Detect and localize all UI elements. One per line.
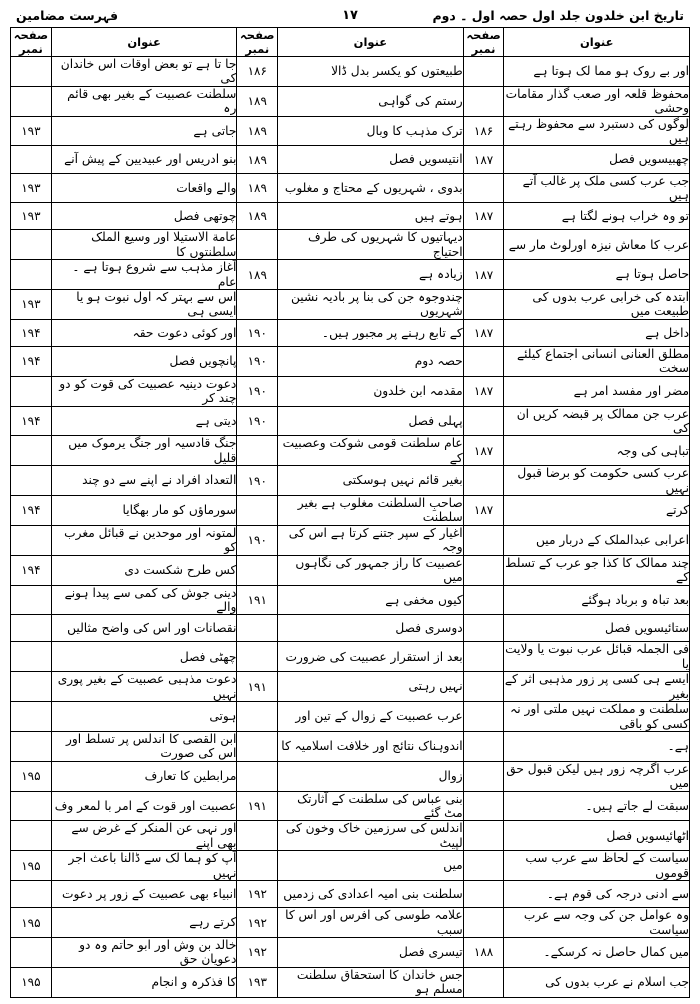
entry-title: مقدمہ ابن خلدون [278,376,464,406]
entry-page: ۱۹۳ [11,290,52,320]
table-row [11,851,690,881]
entry-page: ۱۹۲ [237,937,278,967]
entry-title: کا فذکرہ و انجام [51,967,237,997]
entry-title: چھٹی فصل [51,642,237,672]
entry-title: تیسری فصل [278,937,464,967]
entry-page [237,702,278,732]
col-header-title-2: عنوان [278,28,464,57]
entry-page: ۱۹۰ [237,346,278,376]
header-book-title: تاریخ ابن خلدون جلد اول حصہ اول ۔ دوم [432,8,684,23]
entry-title: جب اسلام نے عرب بدوں کی [504,967,690,997]
entry-title: زوال [278,761,464,791]
col-header-page-2: صفحہ نمبر [237,28,278,57]
entry-title: عرب جن ممالک پر قبضہ کریں ان کی [504,406,690,436]
entry-title: تباہی کی وجہ [504,436,690,466]
entry-title: آغاز مذہب سے شروع ہوتا ہے ۔ عام [51,260,237,290]
entry-title: طبیعتوں کو یکسر بدل ڈالا [278,57,464,87]
entry-page [463,731,504,761]
table-row [11,290,690,320]
entry-page: ۱۹۱ [237,585,278,615]
entry-title: دیہاتیوں کا شہریوں کی طرف احتیاج [278,230,464,260]
entry-title: اور نہی عن المنکر کے غرض سے بھی اپنے [51,821,237,851]
contents-table [10,27,690,998]
entry-page [463,230,504,260]
entry-page [463,881,504,908]
entry-title: تو وہ خراب ہونے لگتا ہے [504,203,690,230]
entry-title: چوتھی فصل [51,203,237,230]
entry-title: دیتی ہے [51,406,237,436]
entry-page [463,615,504,642]
entry-page: ۱۹۴ [11,346,52,376]
entry-title: بنی عباس کی سلطنت کے آثارتک مٹ گئے [278,791,464,821]
entry-page: ۱۹۳ [11,203,52,230]
entry-page: ۱۸۷ [463,146,504,173]
entry-title: نہیں رہتی [278,672,464,702]
entry-title: لمتونہ اور موحدین نے قبائل مغرب کو [51,525,237,555]
entry-title: بعد تباہ و برباد ہوگئے [504,585,690,615]
entry-title: میں [278,851,464,881]
table-row [11,615,690,642]
entry-title: جاتی ہے [51,116,237,146]
entry-page: ۱۹۰ [237,406,278,436]
entry-title: بنو ادریس اور عبیدیین کے پیش آنے [51,146,237,173]
table-row [11,761,690,791]
entry-page [237,555,278,585]
entry-title: التعداد افراد نے اپنے سے دو چند [51,466,237,496]
entry-page [463,761,504,791]
table-row [11,230,690,260]
entry-page [11,881,52,908]
entry-title: محفوظ قلعہ اور صعب گذار مقامات وحشی [505,86,689,116]
table-row [11,555,690,585]
entry-title: اغیار کے سپر جتنے کرتا ہے اس کی وجہ [278,525,464,555]
entry-title: کرتے رہے [51,908,237,938]
entry-page [11,937,52,967]
entry-title: فی الجملہ قبائل عرب نبوت یا ولایت یا [505,642,689,671]
entry-title: انبیاء بھی عصبیت کے زور پر دعوت [51,881,237,908]
entry-title: اور کوئی دعوت حقہ [51,319,237,346]
entry-page: ۱۹۰ [237,525,278,555]
entry-title: اندلس کی سرزمین خاک وخون کی لپیٹ [278,821,464,851]
entry-page [463,642,504,672]
entry-page [11,672,52,702]
entry-page [463,525,504,555]
table-row [11,319,690,346]
entry-page: ۱۹۵ [11,851,52,881]
table-row [11,821,690,851]
table-row [11,57,690,87]
entry-page: ۱۹۰ [237,376,278,406]
table-header-row [11,28,690,57]
entry-page [11,146,52,173]
entry-title: اور بے روک ہو مما لک ہوتا ہے [504,57,690,87]
entry-title: دعوت مذہبی عصبیت کے بغیر پوری نہیں [51,672,237,702]
table-row [11,86,690,116]
entry-page [11,702,52,732]
entry-title: مرابطین کا تعارف [51,761,237,791]
entry-page: ۱۸۹ [237,116,278,146]
entry-title: کے تابع رہنے پر مجبور ہیں۔ [278,319,464,346]
table-row [11,466,690,496]
entry-page: ۱۸۷ [463,496,504,526]
entry-title: عرب عصبیت کے زوال کے تین اور [278,702,464,732]
entry-page [463,672,504,702]
entry-title: جب عرب کسی ملک پر غالب آتے ہیں [504,173,690,203]
entry-title: ستائیسویں فصل [504,615,690,642]
table-body [11,57,690,998]
entry-title: عصبیت کا راز جمہور کی نگاہوں میں [278,555,464,585]
entry-title: زیادہ ہے [278,260,464,290]
entry-title: داخل ہے [504,319,690,346]
entry-page [237,642,278,672]
entry-page [11,230,52,260]
table-row [11,436,690,466]
entry-title: سیاست کے لحاظ سے عرب سب قوموں [504,851,690,881]
entry-page [11,86,52,116]
entry-page [463,57,504,87]
entry-title: ابتدہ کی خرابی عرب بدوں کی طبیعت میں [504,290,690,320]
entry-title: چندوجوہ جن کی بنا پر بادیہ نشین شہریوں [278,290,464,320]
entry-page: ۱۸۹ [237,146,278,173]
entry-page [11,436,52,466]
entry-page: ۱۹۰ [237,319,278,346]
entry-title: دینی جوش کی کمی سے پیدا ہونے والے [51,585,237,615]
entry-title: اس سے بہتر کہ اول نبوت ہو یا ایسی ہی [51,290,237,320]
entry-title: سورماؤں کو مار بھگایا [51,496,237,526]
entry-page: ۱۸۷ [463,376,504,406]
entry-page [237,761,278,791]
entry-title: ہوتی [51,702,237,732]
entry-title: سلطنت بنی امیہ اعدادی کی زدمیں [278,881,464,908]
entry-page: ۱۸۸ [463,937,504,967]
entry-title: نقصانات اور اس کی واضح مثالیں [51,615,237,642]
entry-title: والے واقعات [51,173,237,203]
table-row [11,702,690,732]
table-row [11,496,690,526]
entry-page [463,466,504,496]
table-row [11,346,690,376]
table-row [11,406,690,436]
table-row [11,376,690,406]
col-header-title-1: عنوان [504,28,690,57]
entry-page: ۱۹۰ [237,466,278,496]
table-row [11,260,690,290]
entry-title: علامہ طوسی کی افرس اور اس کا سبب [278,908,464,938]
entry-page: ۱۸۷ [463,319,504,346]
entry-title: بدوی ، شہریوں کے محتاج و مغلوب [278,173,464,203]
entry-title: خالد بن وش اور ابو حاتم وہ دو دعویان حق [51,937,237,967]
entry-title: ترک مذہب کا وبال [278,116,464,146]
entry-title: دعوت دینیہ عصبیت کی قوت کو دو چند کر [51,376,237,406]
page-header [10,8,690,27]
entry-title: مطلق العنانی انسانی اجتماع کیلئے سخت [504,346,690,376]
entry-page: ۱۹۴ [11,496,52,526]
entry-title: جنگ قادسیہ اور جنگ یرموک میں قلیل [51,436,237,466]
entry-page [463,908,504,938]
entry-title: کیوں مخفی ہے [278,585,464,615]
table-row [11,881,690,908]
entry-page: ۱۹۲ [237,881,278,908]
entry-page [237,230,278,260]
entry-page [463,290,504,320]
entry-title: آپ کو ہما لک سے ڈالنا باعث اجر نہیں [51,851,237,881]
entry-page [11,57,52,87]
entry-title: پہلی فصل [278,406,464,436]
entry-page [463,406,504,436]
table-row [11,791,690,821]
entry-page [463,585,504,615]
entry-title: مضر اور مفسد امر ہے [504,376,690,406]
entry-title: دوسری فصل [278,615,464,642]
entry-title: کس طرح شکست دی [51,555,237,585]
table-row [11,585,690,615]
entry-title: پانچویں فصل [51,346,237,376]
entry-page [11,791,52,821]
entry-page: ۱۹۴ [11,555,52,585]
entry-title: عرب کا معاش نیزہ اورلوٹ مار سے [504,230,690,260]
header-section-title: فہرست مضامین [16,8,119,23]
entry-page [237,615,278,642]
entry-page [463,555,504,585]
entry-title: سے ادنی درجہ کی قوم ہے۔ [504,881,690,908]
entry-page: ۱۹۵ [11,761,52,791]
entry-page [463,86,504,116]
entry-page: ۱۹۳ [11,116,52,146]
table-row [11,642,690,672]
entry-page: ۱۹۱ [237,791,278,821]
entry-title: اعرابی عبدالملک کے دربار میں [504,525,690,555]
entry-title: میں کمال حاصل نہ کرسکے۔ [504,937,690,967]
entry-page [463,702,504,732]
entry-title: عامة الاستیلا اور وسیع الملک سلطنتوں کا [51,230,237,260]
entry-title: اٹھائیسویں فصل [504,821,690,851]
entry-page [11,821,52,851]
entry-title: رستم کی گواہی [278,86,464,116]
entry-page: ۱۹۲ [237,908,278,938]
entry-page [11,731,52,761]
entry-page: ۱۹۱ [237,672,278,702]
entry-page: ۱۸۹ [237,203,278,230]
entry-title: جا تا ہے تو بعض اوقات اس خاندان کی [51,57,237,87]
entry-title: چھبیسویں فصل [504,146,690,173]
entry-page: ۱۸۷ [463,436,504,466]
table-row [11,173,690,203]
table-row [11,731,690,761]
entry-title: ابن القصی کا اندلس پر تسلط اور اس کی صورت [51,731,237,761]
entry-page [463,967,504,997]
entry-page [463,851,504,881]
entry-title: چند ممالک کا کذا جو عرب کے تسلط کے [505,555,689,585]
entry-page: ۱۸۷ [463,260,504,290]
entry-page: ۱۹۵ [11,967,52,997]
entry-title: بعد از استقرار عصبیت کی ضرورت [278,642,464,672]
entry-title: سلطنت عصبیت کے بغیر بھی قائم رہ [51,86,237,116]
entry-title: انتیسویں فصل [278,146,464,173]
table-row [11,672,690,702]
col-header-page-3: صفحہ نمبر [11,28,52,57]
entry-page: ۱۸۹ [237,260,278,290]
entry-page: ۱۹۳ [11,173,52,203]
entry-title: اندوہناک نتائج اور خلافت اسلامیہ کا [278,731,464,761]
entry-title: وہ عوامل جن کی وجہ سے عرب سیاست [504,908,690,938]
entry-title: حصہ دوم [278,346,464,376]
entry-page: ۱۸۹ [237,173,278,203]
entry-page [11,642,52,672]
entry-page [237,851,278,881]
entry-page: ۱۸۷ [463,203,504,230]
entry-title: عصبیت اور قوت کے امر با لمعر وف [51,791,237,821]
entry-title: ایسے ہی کسی پر زور مذہبی اثر کے بغیر [504,672,689,701]
entry-title: سبقت لے جاتے ہیں۔ [504,791,690,821]
table-row [11,146,690,173]
entry-title: حاصل ہوتا ہے [504,260,690,290]
table-row [11,937,690,967]
entry-page [11,525,52,555]
table-row [11,908,690,938]
entry-page [463,791,504,821]
entry-page: ۱۹۴ [11,406,52,436]
entry-page [11,466,52,496]
table-row [11,967,690,997]
entry-page: ۱۸۶ [463,116,504,146]
entry-page [11,376,52,406]
entry-page [11,615,52,642]
entry-page: ۱۹۳ [237,967,278,997]
entry-title: ہے۔ [504,731,690,761]
col-header-page-1: صفحہ نمبر [463,28,504,57]
table-row [11,116,690,146]
entry-page [463,346,504,376]
entry-page: ۱۸۹ [237,86,278,116]
entry-page [237,496,278,526]
entry-page: ۱۹۴ [11,319,52,346]
entry-title: عرب کسی حکومت کو برضا قبول نہیں [504,466,690,496]
entry-page [237,436,278,466]
entry-page [463,173,504,203]
header-page-number: ۱۷ [342,8,358,23]
entry-page [11,260,52,290]
entry-title: ہوتے ہیں [278,203,464,230]
entry-title: لوگوں کی دستبرد سے محفوظ رہتے ہیں [504,116,690,146]
entry-page [237,731,278,761]
entry-page [463,821,504,851]
entry-title: بغیر قائم نہیں ہوسکتی [278,466,464,496]
entry-title: جس خاندان کا استحقاق سلطنت مسلم ہو [278,967,464,997]
entry-page: ۱۸۶ [237,57,278,87]
col-header-title-3: عنوان [51,28,237,57]
entry-title: کرتے [504,496,690,526]
entry-page [237,290,278,320]
entry-title: عرب اگرچہ زور ہیں لیکن قبول حق میں [504,761,690,791]
entry-title: عام سلطنت قومی شوکت وعصبیت کے [278,436,464,466]
entry-page: ۱۹۵ [11,908,52,938]
table-row [11,525,690,555]
entry-title: صاحبِ السلطنت مغلوب ہے بغیر سلطنت [278,496,464,526]
table-row [11,203,690,230]
entry-page [11,585,52,615]
entry-title: سلطنت و مملکت نہیں ملتی اور نہ کسی کو باقی [504,702,690,732]
entry-page [237,821,278,851]
